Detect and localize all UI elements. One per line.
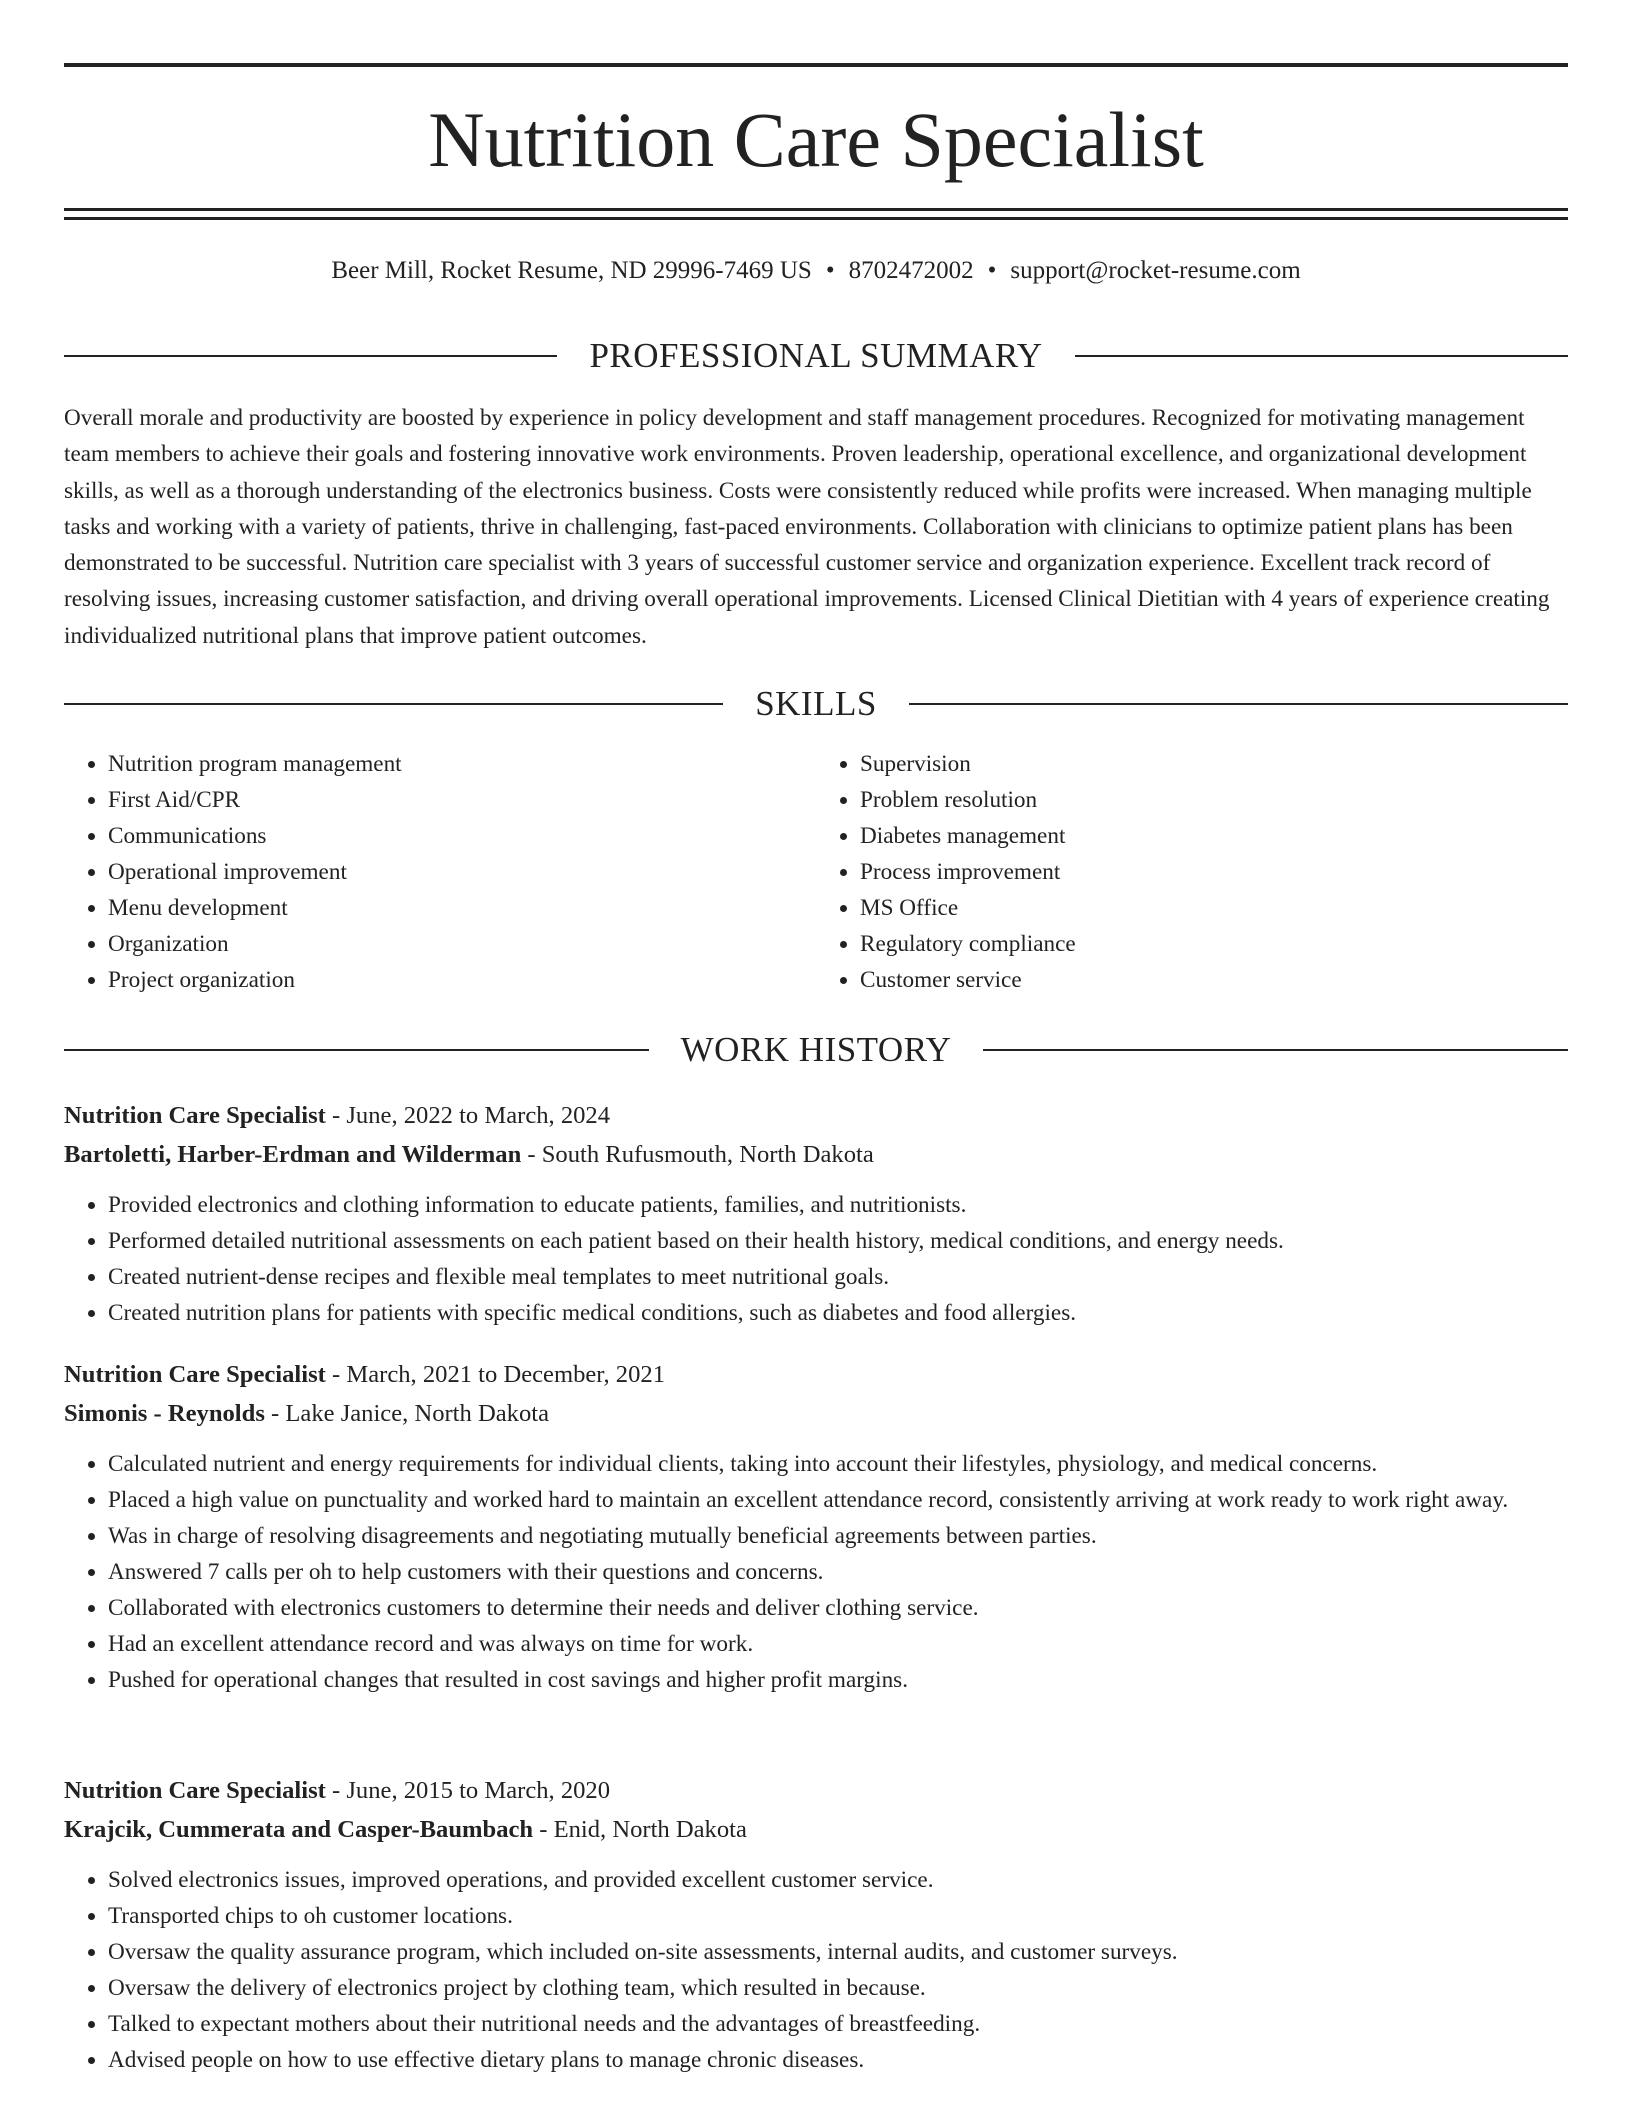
skill-item: • Supervision	[860, 746, 1568, 782]
job-title-line	[64, 1096, 1568, 1135]
job-entry	[64, 1355, 1568, 1698]
job-location: - Enid, North Dakota	[533, 1816, 747, 1843]
skill-item: • MS Office	[860, 890, 1568, 926]
contact-address: Beer Mill, Rocket Resume, ND 29996-7469 US	[331, 257, 812, 284]
skills-heading: SKILLS	[755, 684, 877, 723]
job-title-line	[64, 1771, 1568, 1810]
job-entry	[64, 1096, 1568, 1331]
skill-item: • Problem resolution	[860, 782, 1568, 818]
job-title: Nutrition Care Specialist	[64, 1777, 326, 1804]
skill-item: • Diabetes management	[860, 818, 1568, 854]
job-bullet: • Was in charge of resolving disagreements and negotiating mutually beneficial agreements between parties.	[108, 1518, 1568, 1554]
skill-item: • Communications	[108, 818, 816, 854]
skills-column-right	[816, 746, 1568, 998]
job-company-line	[64, 1810, 1568, 1849]
job-bullet: • Oversaw the quality assurance program, which included on-site assessments, internal audits, and customer surveys.	[108, 1934, 1568, 1970]
skill-item: • Process improvement	[860, 854, 1568, 890]
job-company-line	[64, 1135, 1568, 1174]
contact-separator: •	[987, 257, 997, 284]
skill-item: • Customer service	[860, 962, 1568, 998]
job-bullet: • Performed detailed nutritional assessments on each patient based on their health history, medical conditions, and energy needs.	[108, 1223, 1568, 1259]
skill-item: • Organization	[108, 926, 816, 962]
title-double-rule	[64, 208, 1568, 220]
job-bullet: • Placed a high value on punctuality and worked hard to maintain an excellent attendance record, consistently arriving at work ready to work right away.	[108, 1482, 1568, 1518]
section-divider	[983, 1049, 1568, 1051]
section-divider	[1075, 355, 1568, 357]
contact-line	[64, 254, 1568, 288]
summary-heading: PROFESSIONAL SUMMARY	[589, 336, 1043, 375]
skill-item: • Nutrition program management	[108, 746, 816, 782]
job-bullet: • Answered 7 calls per oh to help customers with their questions and concerns.	[108, 1554, 1568, 1590]
top-rule	[64, 63, 1568, 67]
job-dates: - June, 2022 to March, 2024	[325, 1102, 611, 1129]
section-divider	[64, 703, 723, 705]
job-company-line	[64, 1394, 1568, 1433]
job-bullet: • Created nutrient-dense recipes and flexible meal templates to meet nutritional goals.	[108, 1259, 1568, 1295]
job-bullet: • Transported chips to oh customer locations.	[108, 1898, 1568, 1934]
job-title: Nutrition Care Specialist	[64, 1361, 326, 1388]
job-bullets	[64, 1446, 1568, 1698]
job-dates: - June, 2015 to March, 2020	[325, 1777, 611, 1804]
job-bullets	[64, 1187, 1568, 1331]
work-section-header	[64, 1028, 1568, 1072]
job-company: Krajcik, Cummerata and Casper-Baumbach	[64, 1816, 534, 1843]
job-bullet: • Solved electronics issues, improved operations, and provided excellent customer service.	[108, 1862, 1568, 1898]
contact-email: support@rocket-resume.com	[1010, 257, 1301, 284]
job-bullet: • Oversaw the delivery of electronics project by clothing team, which resulted in because.	[108, 1970, 1568, 2006]
job-bullet: • Advised people on how to use effective dietary plans to manage chronic diseases.	[108, 2042, 1568, 2078]
job-entry	[64, 1771, 1568, 2078]
section-divider	[64, 355, 557, 357]
skills-list	[64, 746, 1568, 998]
skills-column-left	[64, 746, 816, 998]
contact-separator: •	[825, 257, 835, 284]
skill-item: • Project organization	[108, 962, 816, 998]
job-company: Simonis - Reynolds	[64, 1400, 265, 1427]
job-bullets	[64, 1862, 1568, 2078]
summary-text: Overall morale and productivity are boosted by experience in policy development and staff management procedures. Recognized for motivating management team members to achieve their goals and fostering innovative work environments. Proven leadership, operational excellence, and organizational development skills, as well as a thorough understanding of the electronics business. Costs were consistently reduced while profits were increased. When managing multiple tasks and working with a variety of patients, thrive in challenging, fast-paced environments. Collaboration with clinicians to optimize patient plans has been demonstrated to be successful. Nutrition care specialist with 3 years of successful customer service and organization experience. Excellent track record of resolving issues, increasing customer satisfaction, and driving overall operational improvements. Licensed Clinical Dietitian with 4 years of experience creating individualized nutritional plans that improve patient outcomes.	[64, 405, 1550, 649]
job-location: - South Rufusmouth, North Dakota	[521, 1141, 874, 1168]
job-bullet: • Pushed for operational changes that resulted in cost savings and higher profit margins.	[108, 1662, 1568, 1698]
skill-item: • Regulatory compliance	[860, 926, 1568, 962]
job-bullet: • Calculated nutrient and energy requirements for individual clients, taking into account their lifestyles, physiology, and medical concerns.	[108, 1446, 1568, 1482]
job-bullet: • Provided electronics and clothing information to educate patients, families, and nutritionists.	[108, 1187, 1568, 1223]
job-company: Bartoletti, Harber-Erdman and Wilderman	[64, 1141, 522, 1168]
resume-title: Nutrition Care Specialist	[428, 96, 1204, 183]
job-bullet: • Collaborated with electronics customers to determine their needs and deliver clothing service.	[108, 1590, 1568, 1626]
job-bullet: • Had an excellent attendance record and was always on time for work.	[108, 1626, 1568, 1662]
work-heading: WORK HISTORY	[680, 1030, 952, 1069]
job-bullet: • Created nutrition plans for patients with specific medical conditions, such as diabetes and food allergies.	[108, 1295, 1568, 1331]
job-title-line	[64, 1355, 1568, 1394]
job-title: Nutrition Care Specialist	[64, 1102, 326, 1129]
skill-item: • First Aid/CPR	[108, 782, 816, 818]
skills-section-header	[64, 682, 1568, 726]
job-dates: - March, 2021 to December, 2021	[325, 1361, 665, 1388]
skill-item: • Operational improvement	[108, 854, 816, 890]
job-location: - Lake Janice, North Dakota	[264, 1400, 549, 1427]
skill-item: • Menu development	[108, 890, 816, 926]
job-bullet: • Talked to expectant mothers about their nutritional needs and the advantages of breastfeeding.	[108, 2006, 1568, 2042]
section-divider	[909, 703, 1568, 705]
summary-section-header	[64, 334, 1568, 378]
section-divider	[64, 1049, 649, 1051]
contact-phone: 8702472002	[848, 257, 974, 284]
